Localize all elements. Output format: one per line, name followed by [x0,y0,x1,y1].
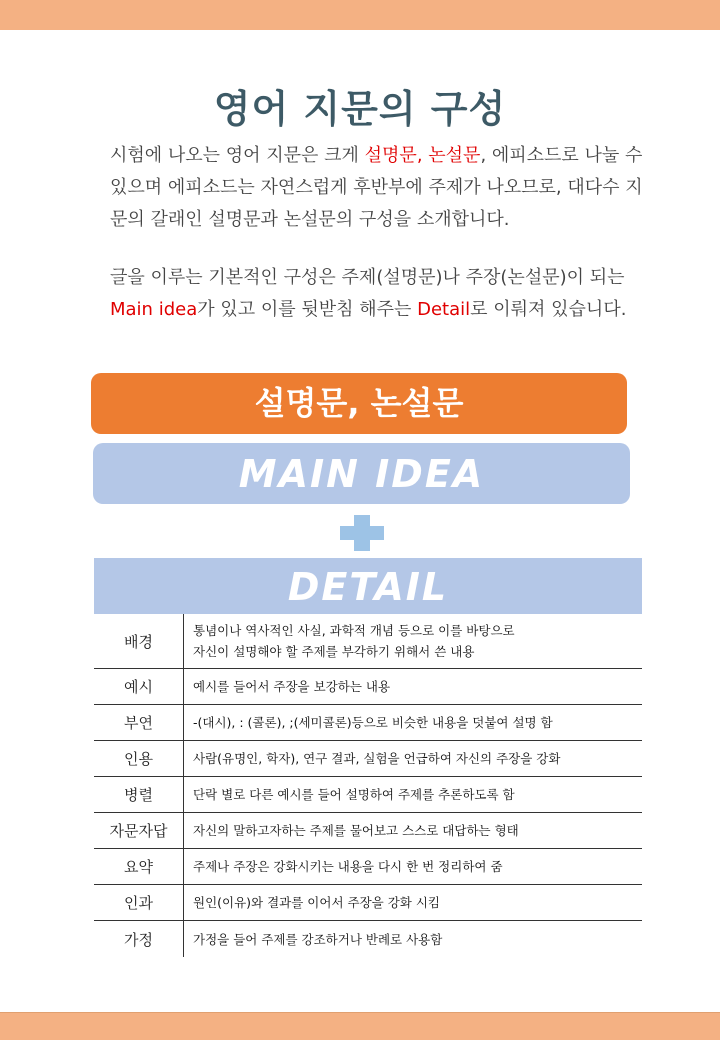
desc-cell: 가정을 들어 주제를 강조하거나 반례로 사용함 [193,931,443,947]
intro-text: 글을 이루는 기본적인 구성은 주제(설명문)나 주장(논설문)이 되는 [110,267,625,288]
footer-bar [0,1012,720,1040]
desc-cell: -(대시), : (콜론), ;(세미콜론)등으로 비슷한 내용을 덧붙여 설명 함 [193,715,553,730]
main-idea-banner: MAIN IDEA [93,443,630,504]
detail-table [94,614,642,957]
table-row [94,921,642,957]
highlight-text: Detail [417,299,471,320]
desc-cell: 자신의 말하고자하는 주제를 물어보고 스스로 대답하는 형태 [193,823,519,838]
table-row [94,849,642,885]
intro-text: 시험에 나오는 영어 지문은 크게 [110,145,365,166]
intro-paragraph-1 [110,140,650,236]
table-row [94,705,642,741]
table-row [94,669,642,705]
table-row [94,614,642,669]
table-row [94,885,642,921]
intro-text: 로 이뤄져 있습니다. [470,299,627,320]
term-cell: 배경 [94,614,184,668]
page-title: 영어 지문의 구성 [213,87,507,131]
table-row [94,813,642,849]
desc-cell: 사람(유명인, 학자), 연구 결과, 실험을 언급하여 자신의 주장을 강화 [193,751,561,766]
term-cell: 인용 [94,741,184,776]
table-row [94,777,642,813]
term-cell: 요약 [94,849,184,884]
desc-cell: 단락 별로 다른 예시를 들어 설명하여 주제를 추론하도록 함 [193,787,515,802]
detail-banner: DETAIL [94,558,642,614]
desc-cell: 예시를 들어서 주장을 보강하는 내용 [193,679,391,694]
desc-cell: 원인(이유)와 결과를 이어서 주장을 강화 시킴 [193,895,440,910]
header-bar [0,0,720,30]
desc-cell [184,614,642,668]
highlight-text: Main idea [110,299,198,320]
intro-paragraph-2 [110,262,650,326]
term-cell: 부연 [94,705,184,740]
highlight-text: 설명문, 논설문 [364,145,481,166]
intro-text: 가 있고 이를 뒷받침 해주는 [197,299,418,320]
term-cell: 예시 [94,669,184,704]
desc-line: 통념이나 역사적인 사실, 과학적 개념 등으로 이를 바탕으로 [193,623,515,638]
plus-icon [340,515,384,551]
term-cell: 인과 [94,885,184,920]
text-type-banner: 설명문, 논설문 [91,373,627,434]
term-cell: 병렬 [94,777,184,812]
term-cell: 가정 [94,921,184,957]
term-cell: 자문자답 [94,813,184,848]
intro-text: , 에피소드로 나눌 수 있으며 에피소드는 자연스럽게 후반부에 주제가 나오므로, 대다수 지문의 갈래인 설명문과 논설문의 구성을 소개합니다. [110,145,643,230]
table-row [94,741,642,777]
desc-cell: 주제나 주장은 강화시키는 내용을 다시 한 번 정리하여 줌 [193,859,503,874]
desc-line: 자신이 설명해야 할 주제를 부각하기 위해서 쓴 내용 [193,644,475,659]
